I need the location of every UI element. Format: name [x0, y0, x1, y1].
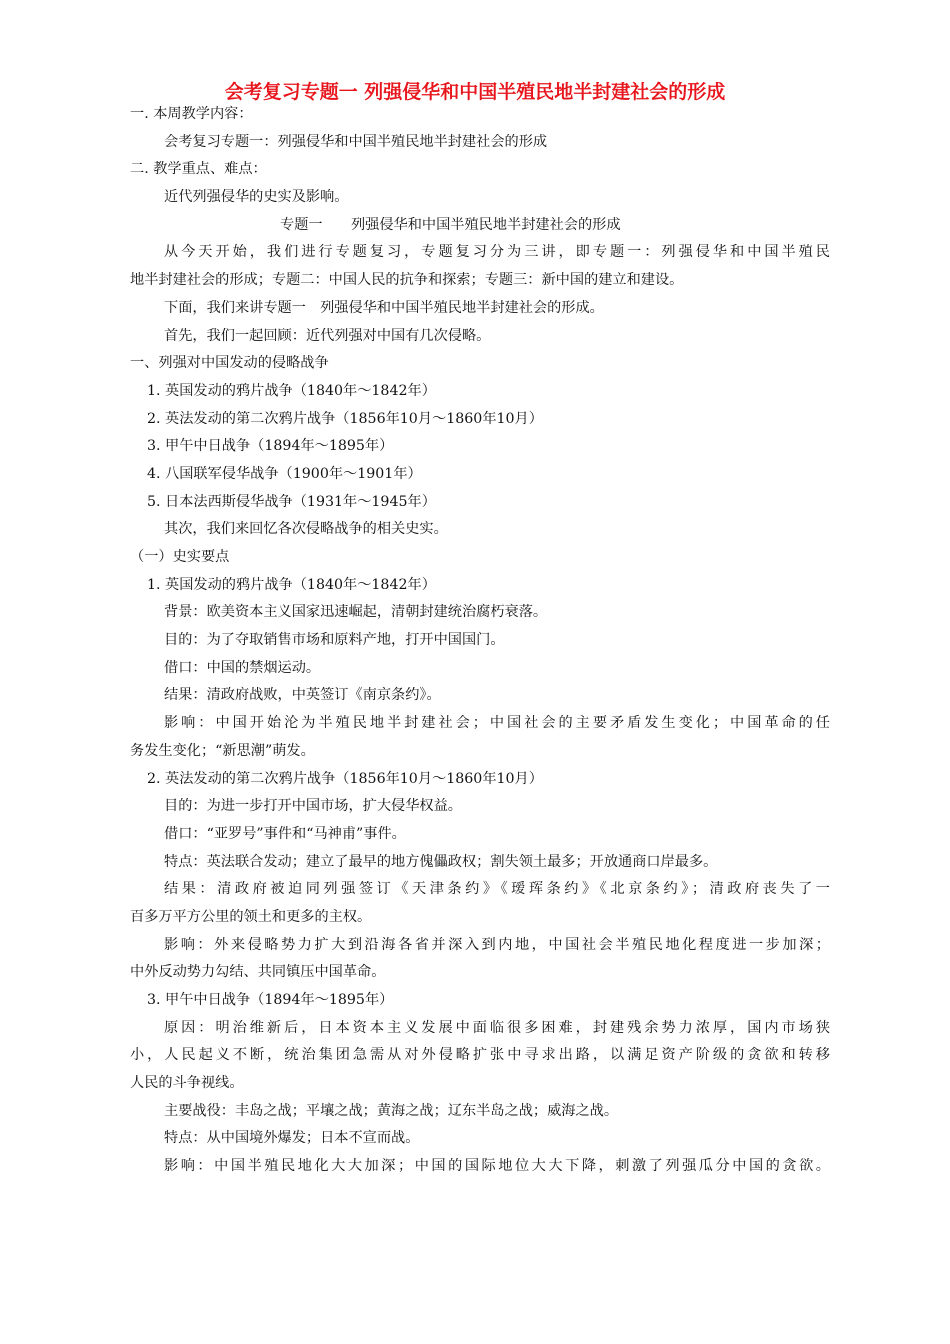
- text-line: 借口：“亚罗号”事件和“马神甫”事件。: [164, 825, 406, 842]
- text-line: 首先，我们一起回顾：近代列强对中国有几次侵略。: [164, 327, 491, 344]
- text-line: 5. 日本法西斯侵华战争（1931年～1945年）: [147, 493, 436, 510]
- text-line: 小，人民起义不断，统治集团急需从对外侵略扩张中寻求出路，以满足资产阶级的贪欲和转移: [130, 1047, 830, 1064]
- text-line: 1. 英国发动的鸦片战争（1840年～1842年）: [147, 382, 436, 399]
- text-line: 二. 教学重点、难点：: [130, 161, 267, 178]
- text-line: 一、列强对中国发动的侵略战争: [130, 355, 329, 372]
- text-line: 百多万平方公里的领土和更多的主权。: [130, 908, 372, 925]
- text-line: 3. 甲午中日战争（1894年～1895年）: [147, 992, 394, 1008]
- text-line: 3. 甲午中日战争（1894年～1895年）: [147, 438, 394, 455]
- text-line: （一）史实要点: [130, 549, 230, 565]
- text-line: 一. 本周教学内容：: [130, 106, 253, 122]
- text-line: 目的：为了夺取销售市场和原料产地，打开中国国门。: [164, 632, 505, 649]
- text-line: 近代列强侵华的史实及影响。: [164, 189, 349, 206]
- text-line: 务发生变化；“新思潮”萌发。: [130, 742, 315, 759]
- text-line: 地半封建社会的形成；专题二：中国人民的抗争和探索；专题三：新中国的建立和建设。: [130, 272, 684, 289]
- text-line: 人民的斗争视线。: [130, 1075, 244, 1092]
- text-line: 1. 英国发动的鸦片战争（1840年～1842年）: [147, 576, 436, 593]
- text-line: 中外反动势力勾结、共同镇压中国革命。: [130, 964, 386, 981]
- text-line: 从今天开始，我们进行专题复习，专题复习分为三讲，即专题一：列强侵华和中国半殖民: [164, 244, 830, 261]
- document-title: 会考复习专题一 列强侵华和中国半殖民地半封建社会的形成: [224, 81, 726, 103]
- text-line: 背景：欧美资本主义国家迅速崛起，清朝封建统治腐朽衰落。: [164, 604, 548, 621]
- text-line: 2. 英法发动的第二次鸦片战争（1856年10月～1860年10月）: [147, 410, 543, 427]
- text-line: 目的：为进一步打开中国市场，扩大侵华权益。: [164, 798, 462, 815]
- text-line: 4. 八国联军侵华战争（1900年～1901年）: [147, 465, 422, 482]
- text-line: 结果：清政府被迫同列强签订《天津条约》《瑷珲条约》《北京条约》；清政府丧失了一: [164, 881, 830, 898]
- text-line: 原因：明治维新后，日本资本主义发展中面临很多困难，封建残余势力浓厚，国内市场狭: [164, 1019, 830, 1036]
- text-line: 借口：中国的禁烟运动。: [164, 659, 321, 676]
- text-line: 影响：中国开始沦为半殖民地半封建社会；中国社会的主要矛盾发生变化；中国革命的任: [164, 715, 830, 732]
- text-line: 下面，我们来讲专题一 列强侵华和中国半殖民地半封建社会的形成。: [164, 299, 604, 316]
- text-line: 2. 英法发动的第二次鸦片战争（1856年10月～1860年10月）: [147, 770, 543, 787]
- text-line: 其次，我们来回忆各次侵略战争的相关史实。: [164, 521, 448, 538]
- text-line: 特点：从中国境外爆发；日本不宣而战。: [164, 1130, 420, 1147]
- text-line: 专题一 列强侵华和中国半殖民地半封建社会的形成: [280, 216, 621, 233]
- text-line: 结果：清政府战败，中英签订《南京条约》。: [164, 687, 441, 704]
- text-line: 会考复习专题一：列强侵华和中国半殖民地半封建社会的形成: [164, 133, 548, 150]
- document-body: [130, 101, 830, 1181]
- text-line: 主要战役：丰岛之战；平壤之战；黄海之战；辽东半岛之战；威海之战。: [164, 1102, 619, 1119]
- text-line: 影响：中国半殖民地化大大加深；中国的国际地位大大下降，刺激了列强瓜分中国的贪欲。: [164, 1158, 830, 1175]
- text-line: 特点：英法联合发动；建立了最早的地方傀儡政权；割失领土最多；开放通商口岸最多。: [164, 853, 718, 870]
- text-line: 影响：外来侵略势力扩大到沿海各省并深入到内地，中国社会半殖民地化程度进一步加深；: [164, 936, 830, 953]
